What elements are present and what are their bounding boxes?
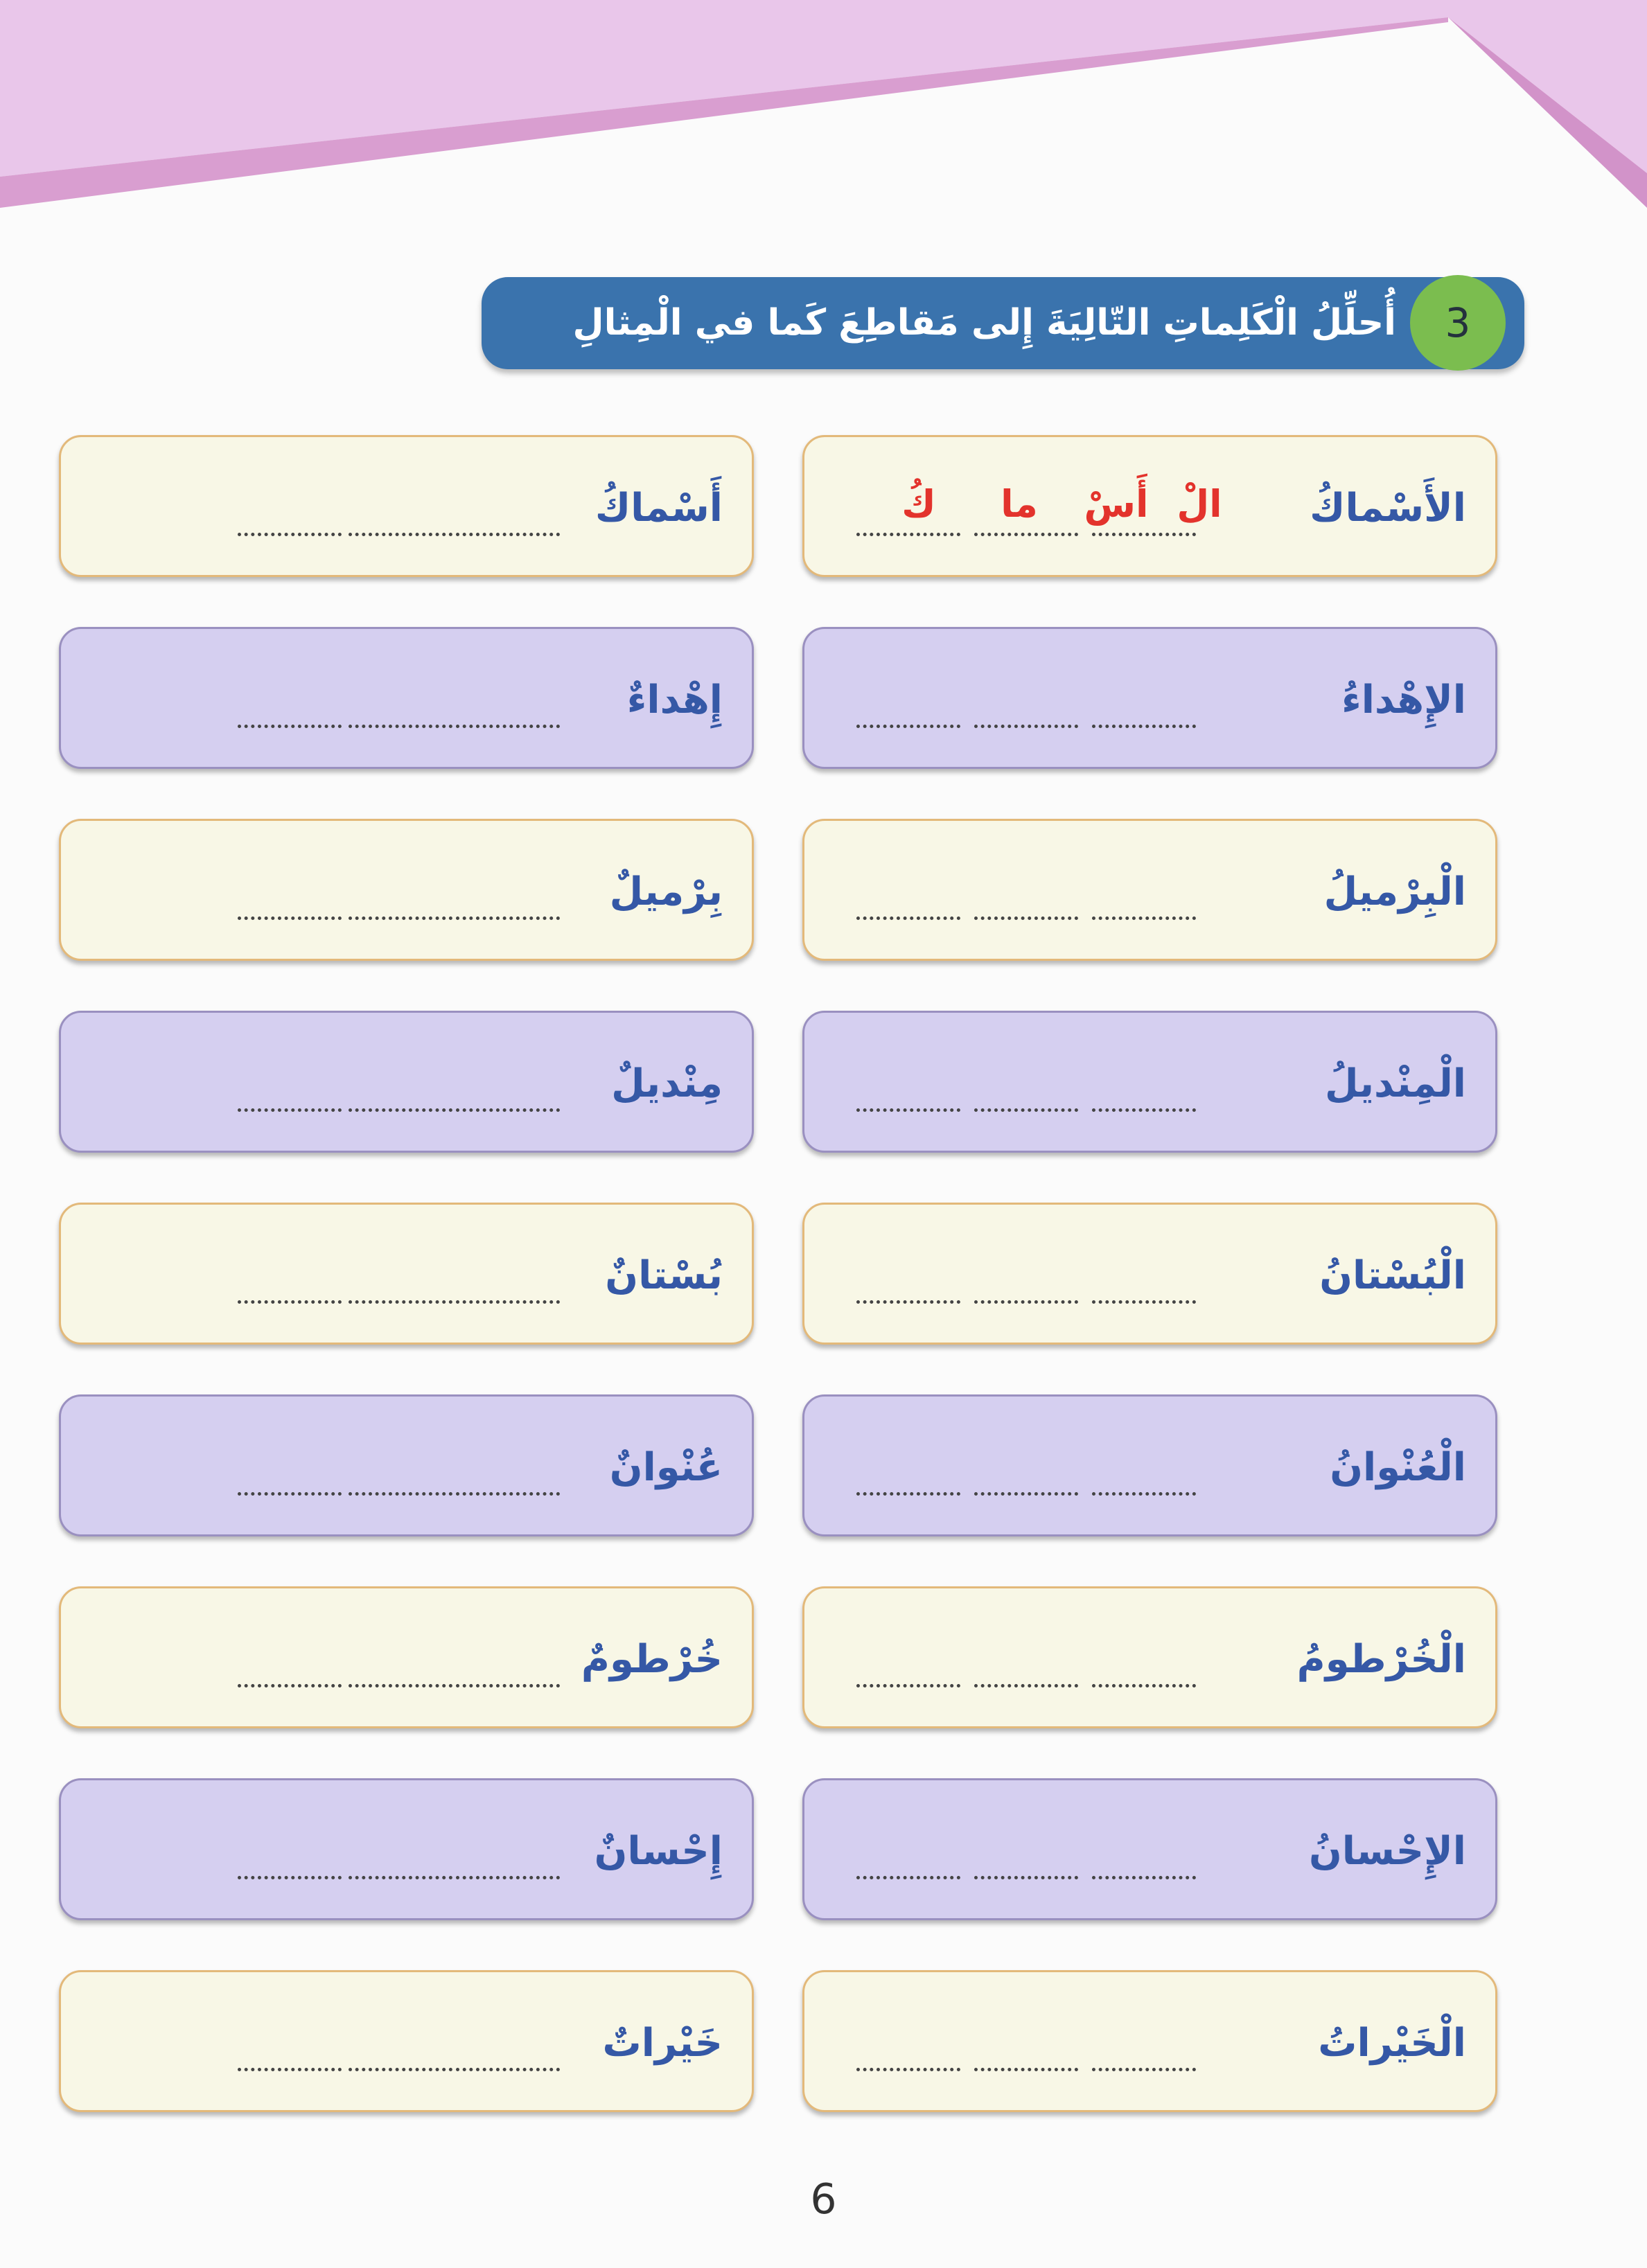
word-label: خُرْطومٌ [581,1637,723,1682]
answer-line[interactable] [1092,1101,1196,1112]
answer-line[interactable] [238,1677,342,1687]
answer-line[interactable] [456,526,560,536]
word-label: مِنْديلٌ [611,1061,723,1106]
page-number: 6 [810,2175,837,2224]
answer-line[interactable] [349,910,452,920]
word-label: الْبِرْميلُ [1323,869,1466,914]
answer-line[interactable] [1092,1293,1196,1304]
answer-line[interactable] [974,718,1078,728]
answer-line[interactable] [238,718,342,728]
word-label: عُنْوانٌ [609,1445,723,1490]
answer-line[interactable] [349,1869,452,1879]
answer-line[interactable] [1092,910,1196,920]
word-box-right [802,819,1497,961]
word-box-left [59,1394,754,1536]
answer-line[interactable] [456,2061,560,2071]
answer-line[interactable] [1092,718,1196,728]
word-box-right [802,1394,1497,1536]
answer-line[interactable] [856,1869,960,1879]
word-label: الأَسْماكُ [1310,486,1466,531]
word-box-left [59,1778,754,1920]
answer-line[interactable] [238,910,342,920]
answer-line[interactable] [349,1293,452,1304]
word-label: إِهْداءٌ [626,677,723,723]
answer-line[interactable] [238,1485,342,1496]
word-label: بِرْميلٌ [609,869,723,914]
word-label: الإِهْداءُ [1341,677,1466,723]
answer-line[interactable] [974,2061,1078,2071]
instruction-text: أُحلِّلُ الْكَلِماتِ التّالِيَةَ إِلى مَقاطِعَ كَما في الْمِثالِ [572,302,1396,344]
word-box-right [802,435,1497,577]
answer-line[interactable] [349,1677,452,1687]
word-label: الْمِنْديلُ [1325,1061,1466,1106]
word-box-left [59,1011,754,1153]
word-label: بُسْتانٌ [605,1253,723,1298]
word-label: إِحْسانٌ [594,1829,723,1874]
word-box-left [59,1203,754,1345]
answer-line[interactable] [856,2061,960,2071]
word-box-left [59,435,754,577]
word-box-left [59,627,754,769]
answer-line[interactable] [1092,1485,1196,1496]
answer-line[interactable] [1092,1677,1196,1687]
answer-line[interactable] [456,1677,560,1687]
answer-line[interactable] [349,2061,452,2071]
answer-line[interactable] [856,1101,960,1112]
word-box-right [802,1203,1497,1345]
word-box-right [802,1970,1497,2112]
answer-line[interactable] [974,1677,1078,1687]
word-label: الْبُسْتانُ [1319,1253,1466,1298]
word-box-left [59,819,754,961]
word-box-right [802,627,1497,769]
answer-line[interactable] [974,1101,1078,1112]
answer-line[interactable] [974,1293,1078,1304]
word-box-right [802,1011,1497,1153]
answer-line[interactable] [456,1485,560,1496]
answer-line[interactable] [974,1485,1078,1496]
answer-line[interactable] [238,1293,342,1304]
answer-line[interactable] [856,1485,960,1496]
exercise-number: 3 [1410,275,1506,371]
answer-line[interactable] [974,1869,1078,1879]
answer-line[interactable] [974,910,1078,920]
word-label: أَسْماكُ [594,486,723,531]
word-label: الإِحْسانُ [1308,1829,1466,1874]
example-syllable: ما [1001,482,1038,526]
answer-line[interactable] [456,1869,560,1879]
answer-line[interactable] [1092,1869,1196,1879]
answer-line[interactable] [349,1101,452,1112]
answer-line[interactable] [238,1101,342,1112]
word-box-left [59,1970,754,2112]
word-box-left [59,1586,754,1728]
answer-line[interactable] [456,1293,560,1304]
word-label: الْعُنْوانُ [1330,1445,1466,1490]
word-box-right [802,1586,1497,1728]
answer-line[interactable] [238,2061,342,2071]
answer-line[interactable] [456,910,560,920]
answer-line[interactable] [856,1677,960,1687]
answer-line[interactable] [238,526,342,536]
word-label: الْخَيْراتُ [1318,2021,1466,2066]
corner-decoration [0,0,1647,222]
example-syllable: كُ [901,482,936,526]
answer-line[interactable] [856,910,960,920]
answer-line[interactable] [456,718,560,728]
answer-line[interactable] [456,1101,560,1112]
example-syllable: الْ [1177,482,1222,526]
answer-line[interactable] [349,1485,452,1496]
instruction-banner [482,277,1524,369]
word-label: خَيْراتٌ [602,2021,723,2066]
example-syllable: أَسْ [1084,482,1149,526]
answer-line[interactable] [1092,2061,1196,2071]
answer-line[interactable] [238,1869,342,1879]
answer-line[interactable] [856,1293,960,1304]
answer-line[interactable] [349,718,452,728]
answer-line[interactable] [856,718,960,728]
answer-line[interactable] [349,526,452,536]
word-label: الْخُرْطومُ [1296,1637,1466,1682]
word-box-right [802,1778,1497,1920]
